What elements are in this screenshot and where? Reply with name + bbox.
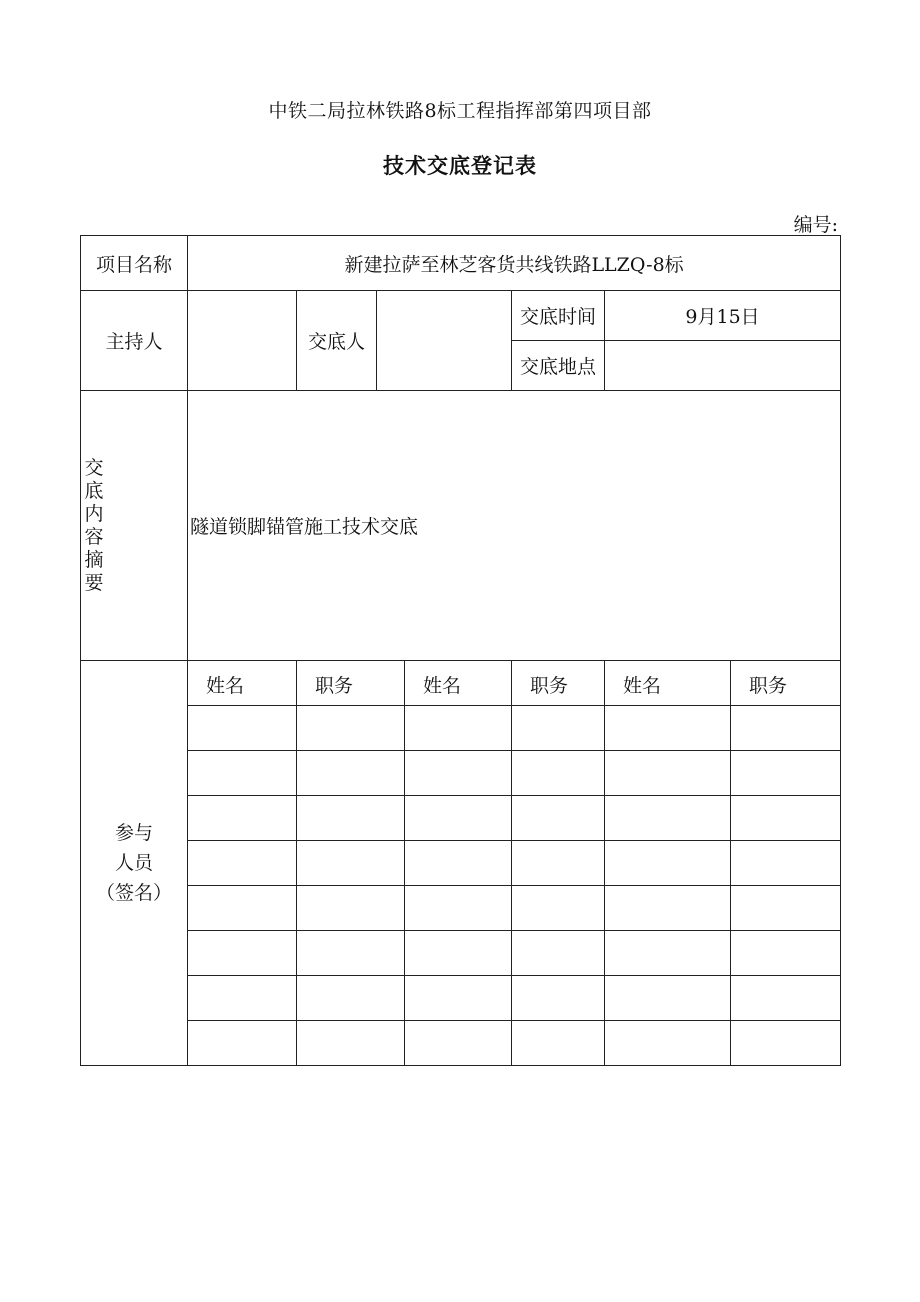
location-label: 交底地点 (512, 341, 605, 391)
signature-title-cell[interactable] (512, 976, 605, 1021)
signature-row (81, 1021, 841, 1066)
signature-name-cell[interactable] (188, 706, 297, 751)
signature-name-cell[interactable] (405, 706, 512, 751)
signature-name-cell[interactable] (605, 1021, 731, 1066)
signature-name-cell[interactable] (188, 886, 297, 931)
participants-label-line2: 人员 (114, 852, 153, 874)
signature-title-cell[interactable] (731, 886, 841, 931)
signature-row (81, 706, 841, 751)
project-name-label: 项目名称 (81, 236, 188, 291)
organization-title: 中铁二局拉林铁路8标工程指挥部第四项目部 (268, 100, 652, 122)
signature-name-cell[interactable] (188, 751, 297, 796)
summary-label-cell (81, 391, 188, 661)
signature-name-cell[interactable] (405, 751, 512, 796)
signature-name-cell[interactable] (605, 841, 731, 886)
column-header-title: 职务 (297, 661, 405, 706)
signature-title-cell[interactable] (731, 796, 841, 841)
summary-label: 交底内容摘要 (84, 456, 104, 594)
signature-name-cell[interactable] (405, 796, 512, 841)
signature-title-cell[interactable] (297, 886, 405, 931)
signature-row (81, 796, 841, 841)
signature-name-cell[interactable] (605, 706, 731, 751)
signature-name-cell[interactable] (605, 751, 731, 796)
signature-name-cell[interactable] (188, 931, 297, 976)
signature-title-cell[interactable] (731, 751, 841, 796)
location-value (605, 341, 841, 391)
form-title: 技术交底登记表 (383, 153, 537, 178)
signature-title-cell[interactable] (297, 931, 405, 976)
signature-name-cell[interactable] (605, 796, 731, 841)
registration-table (80, 235, 841, 1066)
signature-name-cell[interactable] (188, 976, 297, 1021)
signature-title-cell[interactable] (512, 841, 605, 886)
signature-title-cell[interactable] (297, 976, 405, 1021)
signature-row (81, 751, 841, 796)
signature-title-cell[interactable] (731, 706, 841, 751)
signature-title-cell[interactable] (297, 706, 405, 751)
host-value (188, 291, 297, 391)
signature-row (81, 886, 841, 931)
presenter-value (377, 291, 512, 391)
signature-title-cell[interactable] (512, 751, 605, 796)
signature-title-cell[interactable] (297, 796, 405, 841)
project-name-value: 新建拉萨至林芝客货共线铁路LLZQ-8标 (188, 236, 841, 291)
participants-label-cell (81, 661, 188, 1066)
signature-row (81, 976, 841, 1021)
signature-title-cell[interactable] (512, 796, 605, 841)
signature-name-cell[interactable] (405, 976, 512, 1021)
signature-title-cell[interactable] (731, 931, 841, 976)
signature-row (81, 841, 841, 886)
signature-name-cell[interactable] (405, 841, 512, 886)
signature-name-cell[interactable] (188, 1021, 297, 1066)
summary-value: 隧道锁脚锚管施工技术交底 (188, 391, 841, 661)
signature-title-cell[interactable] (512, 931, 605, 976)
participants-label-line3: （签名） (95, 882, 172, 904)
signature-name-cell[interactable] (188, 796, 297, 841)
signature-name-cell[interactable] (605, 931, 731, 976)
signature-name-cell[interactable] (605, 976, 731, 1021)
signature-title-cell[interactable] (512, 706, 605, 751)
column-header-name: 姓名 (405, 661, 512, 706)
signature-name-cell[interactable] (605, 886, 731, 931)
column-header-title: 职务 (512, 661, 605, 706)
signature-title-cell[interactable] (512, 886, 605, 931)
signature-name-cell[interactable] (405, 931, 512, 976)
signature-title-cell[interactable] (731, 841, 841, 886)
signature-name-cell[interactable] (405, 1021, 512, 1066)
column-header-name: 姓名 (188, 661, 297, 706)
signature-title-cell[interactable] (512, 1021, 605, 1066)
time-label: 交底时间 (512, 291, 605, 341)
time-value: 9月15日 (605, 291, 841, 341)
signature-title-cell[interactable] (297, 1021, 405, 1066)
signature-name-cell[interactable] (188, 841, 297, 886)
participants-label-line1: 参与 (114, 822, 153, 844)
host-label: 主持人 (81, 291, 188, 391)
signature-title-cell[interactable] (297, 841, 405, 886)
serial-number-label: 编号: (793, 214, 838, 236)
presenter-label: 交底人 (297, 291, 377, 391)
signature-name-cell[interactable] (405, 886, 512, 931)
column-header-name: 姓名 (605, 661, 731, 706)
signature-title-cell[interactable] (297, 751, 405, 796)
signature-title-cell[interactable] (731, 1021, 841, 1066)
signature-title-cell[interactable] (731, 976, 841, 1021)
signature-row (81, 931, 841, 976)
column-header-title: 职务 (731, 661, 841, 706)
